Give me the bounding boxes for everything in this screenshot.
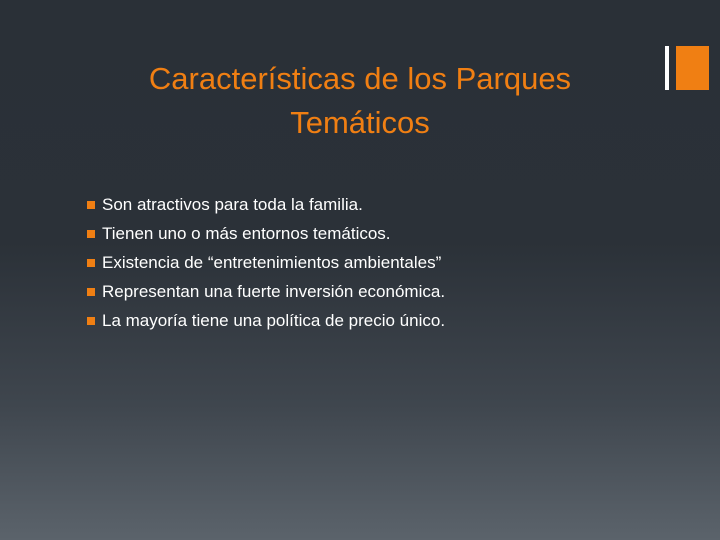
square-bullet-icon (87, 317, 95, 325)
square-bullet-icon (87, 259, 95, 267)
square-bullet-icon (87, 230, 95, 238)
bullet-text: Existencia de “entretenimientos ambientales” (102, 253, 442, 272)
bullet-item (87, 306, 445, 335)
accent-bar-thick (676, 46, 709, 90)
square-bullet-icon (87, 201, 95, 209)
square-bullet-icon (87, 288, 95, 296)
bullet-text: Son atractivos para toda la familia. (102, 195, 363, 214)
bullet-item (87, 219, 445, 248)
bullet-item (87, 277, 445, 306)
bullet-text: La mayoría tiene una política de precio único. (102, 311, 446, 330)
slide-title-line-1: Características de los Parques (148, 60, 572, 96)
bullet-text: Representan una fuerte inversión económica. (102, 282, 446, 301)
accent-bar-thin (665, 46, 669, 90)
slide-title-line-2: Temáticos (290, 104, 430, 140)
bullet-list (87, 190, 445, 335)
bullet-item (87, 190, 445, 219)
slide-title (80, 57, 640, 145)
bullet-text: Tienen uno o más entornos temáticos. (102, 224, 391, 243)
bullet-item (87, 248, 445, 277)
